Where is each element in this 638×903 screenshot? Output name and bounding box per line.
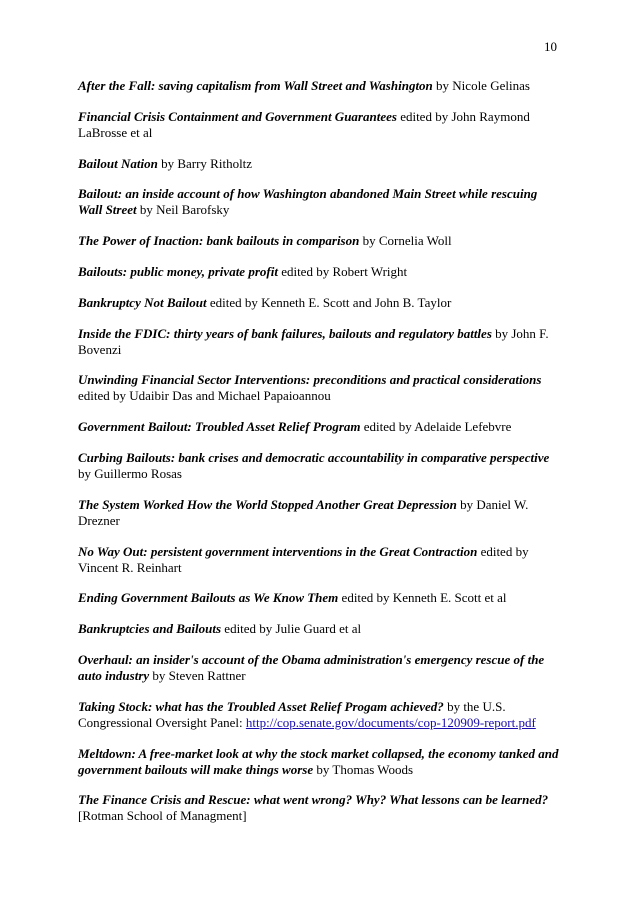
book-credit: by Daniel W. Drezner: [78, 496, 529, 528]
list-item: [78, 590, 563, 606]
book-credit: edited by Julie Guard et al: [221, 621, 362, 637]
book-credit: by the U.S. Congressional Oversight Panel:: [78, 698, 506, 730]
book-title: Curbing Bailouts: bank crises and democratic accountability in comparative perspective: [78, 449, 550, 465]
book-title: Government Bailout: Troubled Asset Relief Program: [78, 419, 361, 435]
book-credit: edited by Vincent R. Reinhart: [78, 543, 529, 575]
book-title: Bailouts: public money, private profit: [78, 263, 278, 279]
book-credit: by Neil Barofsky: [136, 202, 230, 218]
book-credit: edited by Robert Wright: [277, 263, 408, 279]
list-item: [78, 156, 563, 172]
book-credit: by Cornelia Woll: [359, 233, 452, 249]
book-credit: by Barry Ritholtz: [157, 155, 253, 171]
page-number: 10: [544, 39, 557, 54]
book-credit: by Steven Rattner: [149, 667, 246, 683]
book-title: Ending Government Bailouts as We Know Them: [78, 590, 339, 606]
book-credit: edited by Kenneth E. Scott and John B. Taylor: [206, 294, 452, 310]
book-credit: edited by Kenneth E. Scott et al: [338, 590, 507, 606]
book-title: Financial Crisis Containment and Government Guarantees: [78, 108, 397, 124]
list-item: [78, 699, 563, 731]
book-credit: edited by Adelaide Lefebvre: [360, 419, 512, 435]
list-item: [78, 295, 563, 311]
book-credit: edited by Udaibir Das and Michael Papaioannou: [78, 388, 331, 404]
book-title: The System Worked How the World Stopped Another Great Depression: [78, 496, 457, 512]
book-credit: by John F. Bovenzi: [78, 325, 549, 357]
list-item: [78, 264, 563, 280]
book-title: After the Fall: saving capitalism from Wall Street and Washington: [78, 78, 433, 93]
list-item: [78, 652, 563, 684]
list-item: [78, 544, 563, 576]
book-title: Bankruptcies and Bailouts: [78, 621, 222, 637]
report-link[interactable]: http://cop.senate.gov/documents/cop-120909-report.pdf: [245, 714, 536, 730]
book-title: Unwinding Financial Sector Interventions: preconditions and practical considerations: [78, 372, 542, 388]
list-item: [78, 621, 563, 637]
book-credit: by Nicole Gelinas: [432, 78, 530, 93]
list-item: [78, 450, 563, 482]
list-item: [78, 326, 563, 358]
book-title: The Power of Inaction: bank bailouts in comparison: [78, 233, 360, 249]
list-item: [78, 746, 563, 778]
book-credit: by Guillermo Rosas: [78, 465, 182, 481]
book-title: No Way Out: persistent government interventions in the Great Contraction: [78, 543, 478, 559]
book-credit: [Rotman School of Managment]: [78, 808, 247, 824]
list-item: [78, 419, 563, 435]
list-item: [78, 186, 563, 218]
book-title: The Finance Crisis and Rescue: what went wrong? Why? What lessons can be learned?: [78, 792, 549, 808]
list-item: [78, 109, 563, 141]
book-title: Bailout: an inside account of how Washington abandoned Main Street while rescuing Wall Street: [78, 186, 538, 218]
list-item: [78, 792, 563, 824]
bibliography-list: [78, 78, 563, 839]
book-title: Bailout Nation: [78, 155, 158, 171]
book-title: Overhaul: an insider's account of the Obama administration's emergency rescue of the auto industry: [78, 651, 545, 683]
book-title: Meltdown: A free-market look at why the stock market collapsed, the economy tanked and government bailouts will make things worse: [78, 745, 559, 777]
list-item: [78, 372, 563, 404]
book-title: Inside the FDIC: thirty years of bank failures, bailouts and regulatory battles: [78, 325, 492, 341]
book-credit: by Thomas Woods: [313, 761, 414, 777]
list-item: [78, 497, 563, 529]
book-title: Taking Stock: what has the Troubled Asset Relief Progam achieved?: [78, 698, 444, 714]
book-title: Bankruptcy Not Bailout: [78, 294, 207, 310]
book-credit: edited by John Raymond LaBrosse et al: [78, 108, 530, 140]
list-item: [78, 233, 563, 249]
list-item: [78, 78, 563, 94]
